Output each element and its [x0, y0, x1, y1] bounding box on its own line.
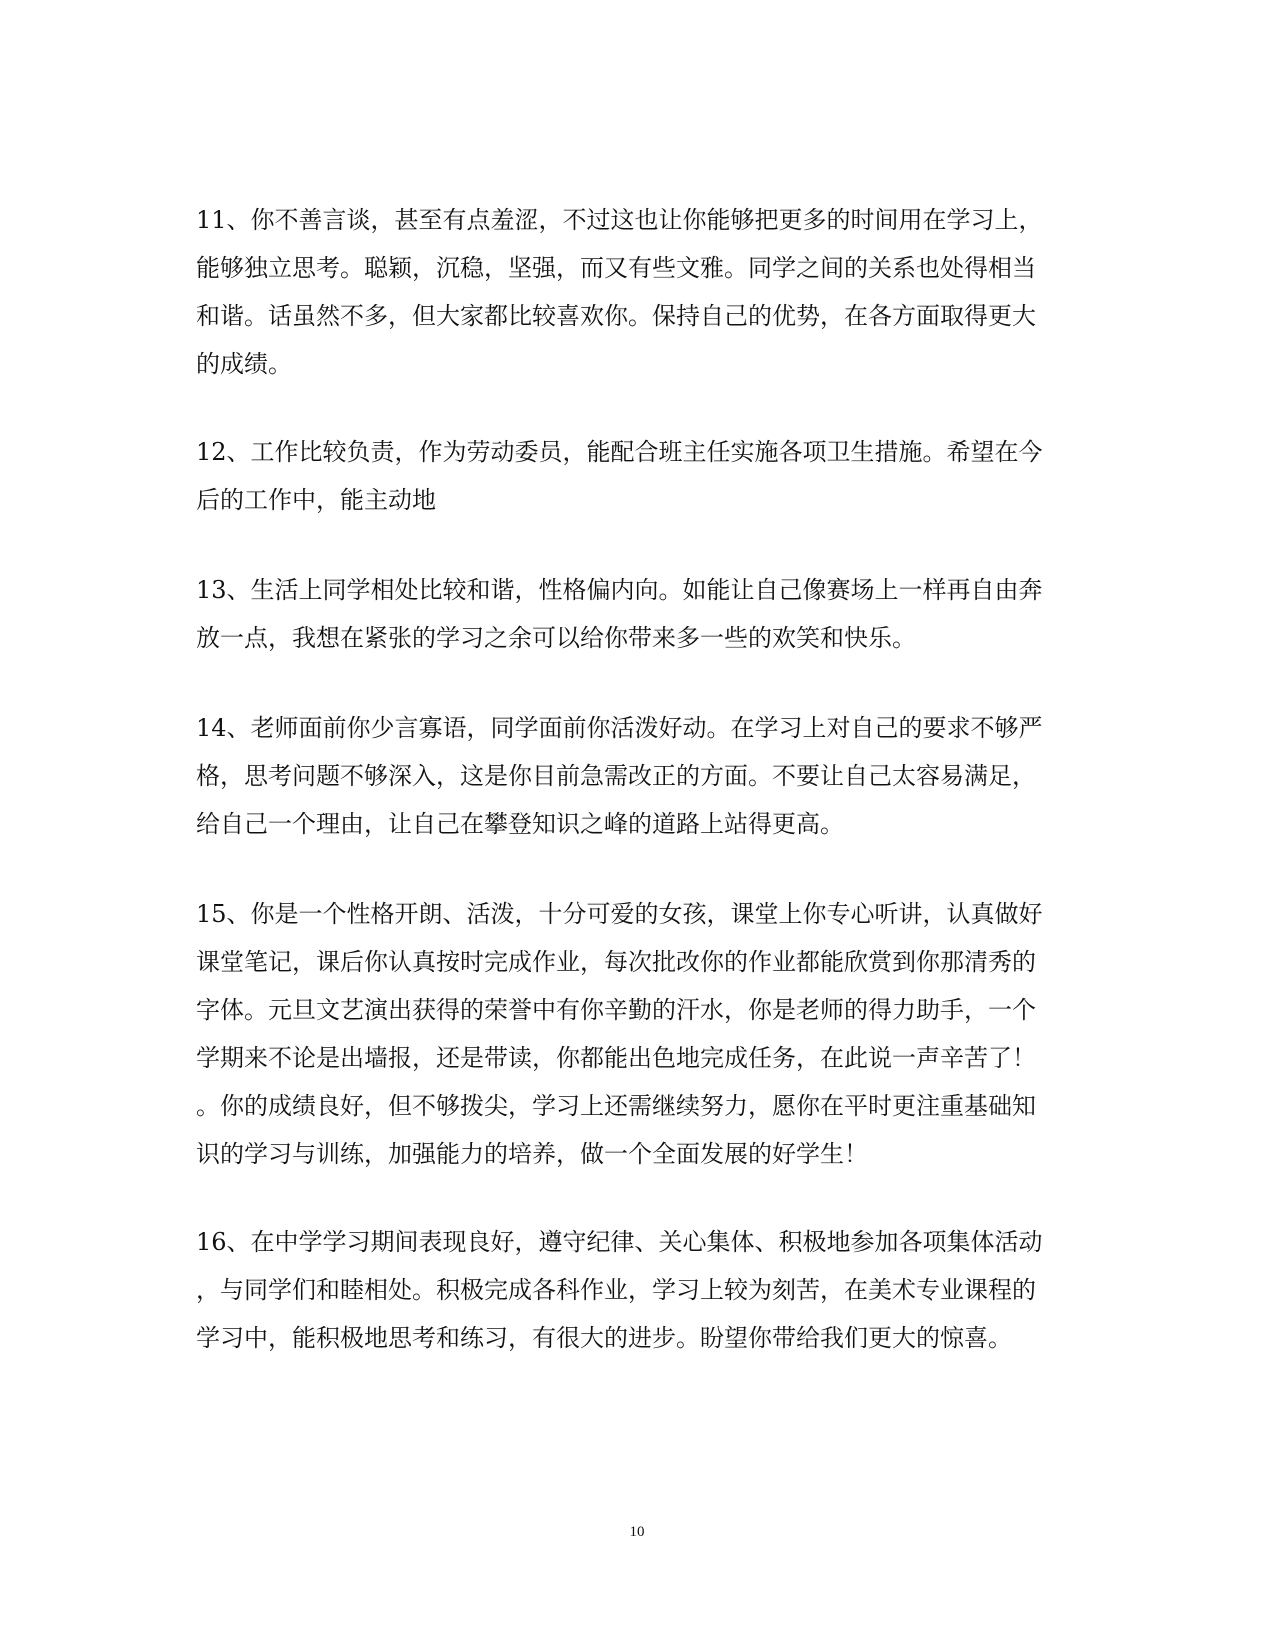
paragraph-11-line-3: 和谐。话虽然不多，但大家都比较喜欢你。保持自己的优势，在各方面取得更大 — [196, 302, 1036, 330]
paragraph-13-line-2: 放一点，我想在紧张的学习之余可以给你带来多一些的欢笑和快乐。 — [196, 624, 916, 652]
paragraph-11-line-1: 11、你不善言谈，甚至有点羞涩，不过这也让你能够把更多的时间用在学习上， — [196, 206, 1043, 234]
paragraph-16-line-2: ，与同学们和睦相处。积极完成各科作业，学习上较为刻苦，在美术专业课程的 — [196, 1276, 1036, 1304]
paragraph-15-line-4: 学期来不论是出墙报，还是带读，你都能出色地完成任务，在此说一声辛苦了！ — [196, 1044, 1036, 1072]
paragraph-15-line-1: 15、你是一个性格开朗、活泼，十分可爱的女孩，课堂上你专心听讲，认真做好 — [196, 900, 1043, 928]
paragraph-14-line-1: 14、老师面前你少言寡语，同学面前你活泼好动。在学习上对自己的要求不够严 — [196, 714, 1043, 742]
paragraph-16-line-1: 16、在中学学习期间表现良好，遵守纪律、关心集体、积极地参加各项集体活动 — [196, 1228, 1043, 1256]
paragraph-12-line-1: 12、工作比较负责，作为劳动委员，能配合班主任实施各项卫生措施。希望在今 — [196, 438, 1043, 466]
paragraph-12-line-2: 后的工作中，能主动地 — [196, 486, 436, 514]
paragraph-15-line-5: 。你的成绩良好，但不够拨尖，学习上还需继续努力，愿你在平时更注重基础知 — [196, 1092, 1036, 1120]
paragraph-11-line-2: 能够独立思考。聪颖，沉稳，坚强，而又有些文雅。同学之间的关系也处得相当 — [196, 254, 1036, 282]
paragraph-15-line-3: 字体。元旦文艺演出获得的荣誉中有你辛勤的汗水，你是老师的得力助手，一个 — [196, 996, 1036, 1024]
paragraph-11-line-4: 的成绩。 — [196, 350, 292, 378]
paragraph-16-line-3: 学习中，能积极地思考和练习，有很大的进步。盼望你带给我们更大的惊喜。 — [196, 1324, 1012, 1352]
paragraph-15-line-6: 识的学习与训练，加强能力的培养，做一个全面发展的好学生！ — [196, 1140, 868, 1168]
paragraph-14-line-2: 格，思考问题不够深入，这是你目前急需改正的方面。不要让自己太容易满足， — [196, 762, 1036, 790]
paragraph-14-line-3: 给自己一个理由，让自己在攀登知识之峰的道路上站得更高。 — [196, 810, 844, 838]
page-number: 10 — [629, 1524, 645, 1540]
paragraph-13-line-1: 13、生活上同学相处比较和谐，性格偏内向。如能让自己像赛场上一样再自由奔 — [196, 576, 1043, 604]
paragraph-15-line-2: 课堂笔记，课后你认真按时完成作业，每次批改你的作业都能欣赏到你那清秀的 — [196, 948, 1036, 976]
